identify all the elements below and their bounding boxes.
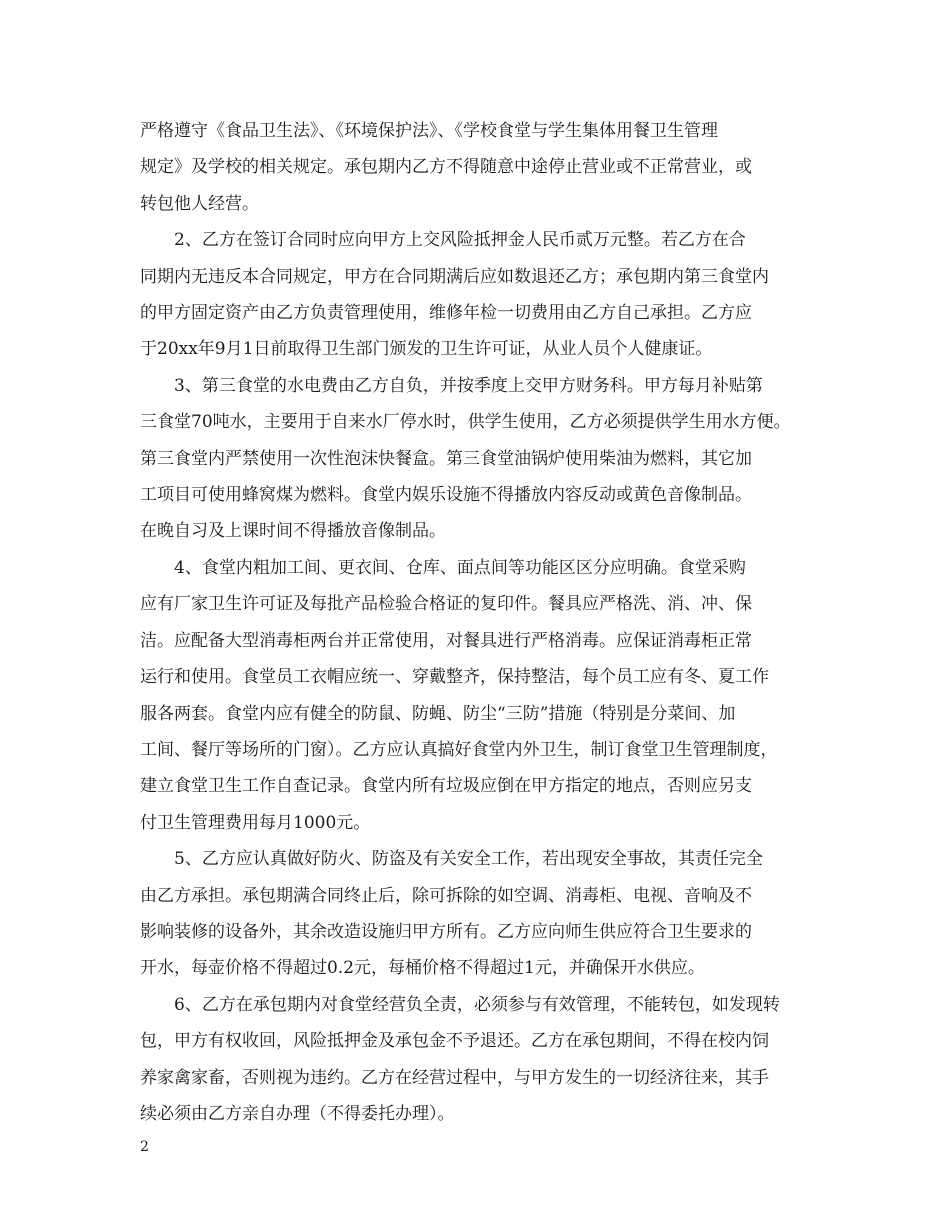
paragraph-clause-6: 6、乙方在承包期内对食堂经营负全责，必须参与有效管理，不能转包，如发现转 包，甲方有权收回，风险抵押金及承包金不予退还。乙方在承包期间，不得在校内饲 养家禽家畜，否则视为违约。乙方在经营过程中，与甲方发生的一切经济往来，其手 续必须由乙方亲自办理（不得委托办理）。 [140, 994, 780, 1124]
paragraph-clause-5: 5、乙方应认真做好防火、防盗及有关安全工作，若出现安全事故，其责任完全 由乙方承担。承包期满合同终止后，除可拆除的如空调、消毒柜、电视、音响及不 影响装修的设备外，其余改造设施归甲方所有。乙方应向师生供应符合卫生要求的 开水，每壶价格不得超过0.2元，每桶价格不得超过1元，并确保开水供应。 [140, 849, 763, 979]
paragraph-clause-2: 2、乙方在签订合同时应向甲方上交风险抵押金人民币贰万元整。若乙方在合 同期内无违反本合同规定，甲方在合同期满后应如数退还乙方；承包期内第三食堂内 的甲方固定资产由乙方负责管理使用，维修年检一切费用由乙方自己承担。乙方应 于20xx年9月1日前取得卫生部门颁发的卫生许可证，从业人员个人健康证。 [140, 230, 769, 360]
paragraph-clause-3: 3、第三食堂的水电费由乙方自负，并按季度上交甲方财务科。甲方每月补贴第 三食堂70吨水，主要用于自来水厂停水时，供学生使用，乙方必须提供学生用水方便。 第三食堂内严禁使用一次性泡沫快餐盒。第三食堂油锅炉使用柴油为燃料，其它加 工项目可使用蜂窝煤为燃料。食堂内娱乐设施不得播放内容反动或黄色音像制品。 在晚自习及上课时间不得播放音像制品。 [140, 375, 791, 542]
paragraph-clause-4: 4、食堂内粗加工间、更衣间、仓库、面点间等功能区区分应明确。食堂采购 应有厂家卫生许可证及每批产品检验合格证的复印件。餐具应严格洗、消、冲、保 洁。应配备大型消毒柜两台并正常使用，对餐具进行严格消毒。应保证消毒柜正常 运行和使用。食堂员工衣帽应统一、穿戴整齐，保持整洁，每个员工应有冬、夏工作 服各两套。食堂内应有健全的防鼠、防蝇、防尘“三防”措施（特别是分菜间、加 工间、餐厅等场所的门窗）。乙方应认真搞好食堂内外卫生，制订食堂卫生管理制度， 建立食堂卫生工作自查记录。食堂内所有垃圾应倒在甲方指定的地点，否则应另支 付卫生管理费用每月1000元。 [140, 557, 778, 833]
paragraph-continuation: 严格遵守《食品卫生法》、《环境保护法》、《学校食堂与学生集体用餐卫生管理 规定》及学校的相关规定。承包期内乙方不得随意中途停止营业或不正常营业，或 转包他人经营。 [140, 121, 752, 214]
document-body [140, 113, 820, 1132]
page-number: 2 [140, 1139, 149, 1155]
